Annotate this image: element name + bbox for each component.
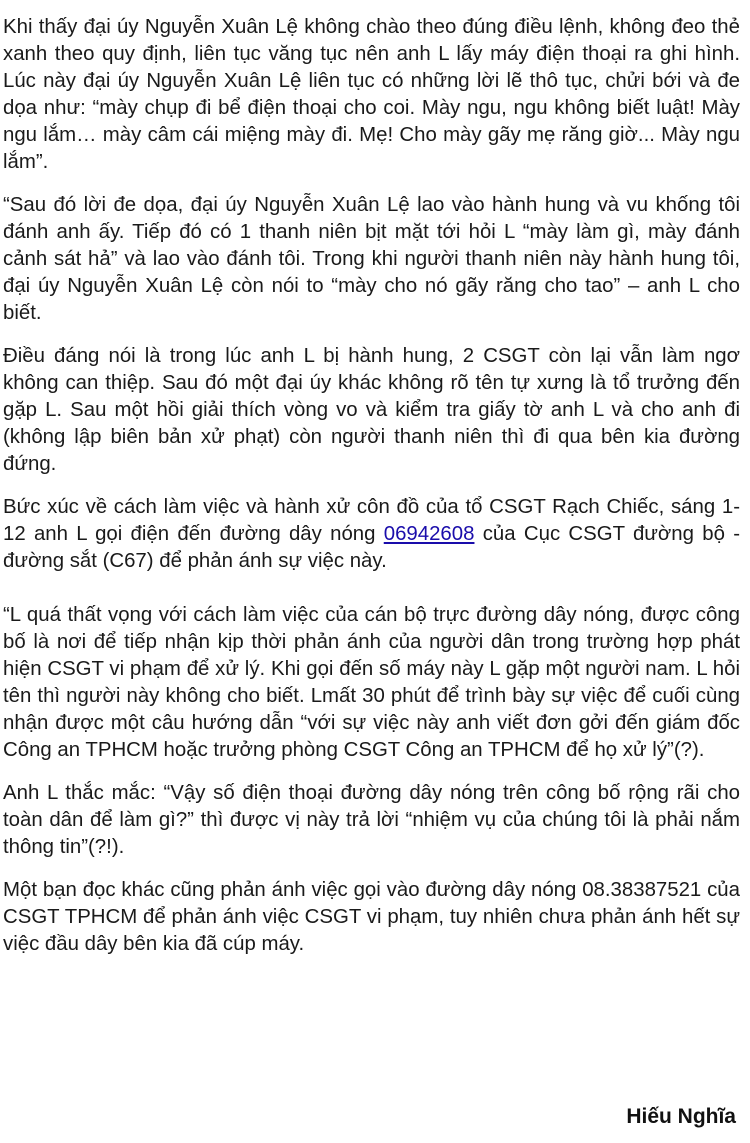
article-body <box>3 14 740 974</box>
article-paragraph-3: Điều đáng nói là trong lúc anh L bị hành hung, 2 CSGT còn lại vẫn làm ngơ không can thiệp. Sau đó một đại úy khác không rõ tên tự xưng là tổ trưởng đến gặp L. Sau một hồi giải thích vòng vo và kiểm tra giấy tờ anh L và cho anh đi (không lập biên bản xử phạt) còn người thanh niên thì đi qua bên kia đường đứng. <box>3 345 740 475</box>
hotline-text-after: của Cục CSGT đường bộ - đường sắt (C67) để phản ánh sự việc này. <box>3 523 740 572</box>
author-signature: Hiếu Nghĩa <box>626 1105 736 1128</box>
hotline-text-before: Bức xúc về cách làm việc và hành xử côn đồ của tổ CSGT Rạch Chiếc, sáng 1-12 anh L gọi điện đến đường dây nóng <box>3 496 740 545</box>
article-paragraph-1: Khi thấy đại úy Nguyễn Xuân Lệ không chào theo đúng điều lệnh, không đeo thẻ xanh theo quy định, liên tục văng tục nên anh L lấy máy điện thoại ra ghi hình. Lúc này đại úy Nguyễn Xuân Lệ liên tục có những lời lẽ thô tục, chửi bới và đe dọa như: “mày chụp đi bể điện thoại cho coi. Mày ngu, ngu không biết luật! Mày ngu lắm… mày câm cái miệng mày đi. Mẹ! Cho mày gãy mẹ răng giờ... Mày ngu lắm”. <box>3 16 740 173</box>
hotline-paragraph <box>3 494 740 575</box>
article-paragraph-2: “Sau đó lời đe dọa, đại úy Nguyễn Xuân Lệ lao vào hành hung và vu khống tôi đánh anh ấy. Tiếp đó có 1 thanh niên bịt mặt tới hỏi L “mày làm gì, mày đánh cảnh sát hả” và lao vào đánh tôi. Trong khi người thanh niên này hành hung tôi, đại úy Nguyễn Xuân Lệ còn nói to “mày cho nó gãy răng cho tao” – anh L cho biết. <box>3 194 740 324</box>
article-paragraph-6: Anh L thắc mắc: “Vậy số điện thoại đường dây nóng trên công bố rộng rãi cho toàn dân để làm gì?” thì được vị này trả lời “nhiệm vụ của chúng tôi là phải nắm thông tin”(?!). <box>3 782 740 858</box>
article-paragraph-7: Một bạn đọc khác cũng phản ánh việc gọi vào đường dây nóng 08.38387521 của CSGT TPHCM để phản ánh việc CSGT vi phạm, tuy nhiên chưa phản ánh hết sự việc đầu dây bên kia đã cúp máy. <box>3 879 740 955</box>
article-paragraph-5: “L quá thất vọng với cách làm việc của cán bộ trực đường dây nóng, được công bố là nơi để tiếp nhận kịp thời phản ánh của người dân trong trường hợp phát hiện CSGT vi phạm để xử lý. Khi gọi đến số máy này L gặp một người nam. L hỏi tên thì người này không cho biết. Lmất 30 phút để trình bày sự việc để cuối cùng nhận được một câu hướng dẫn “với sự việc này anh viết đơn gởi đến giám đốc Công an TPHCM hoặc trưởng phòng CSGT Công an TPHCM để họ xử lý”(?). <box>3 604 740 761</box>
hotline-number-link[interactable]: 06942608 <box>383 523 475 545</box>
